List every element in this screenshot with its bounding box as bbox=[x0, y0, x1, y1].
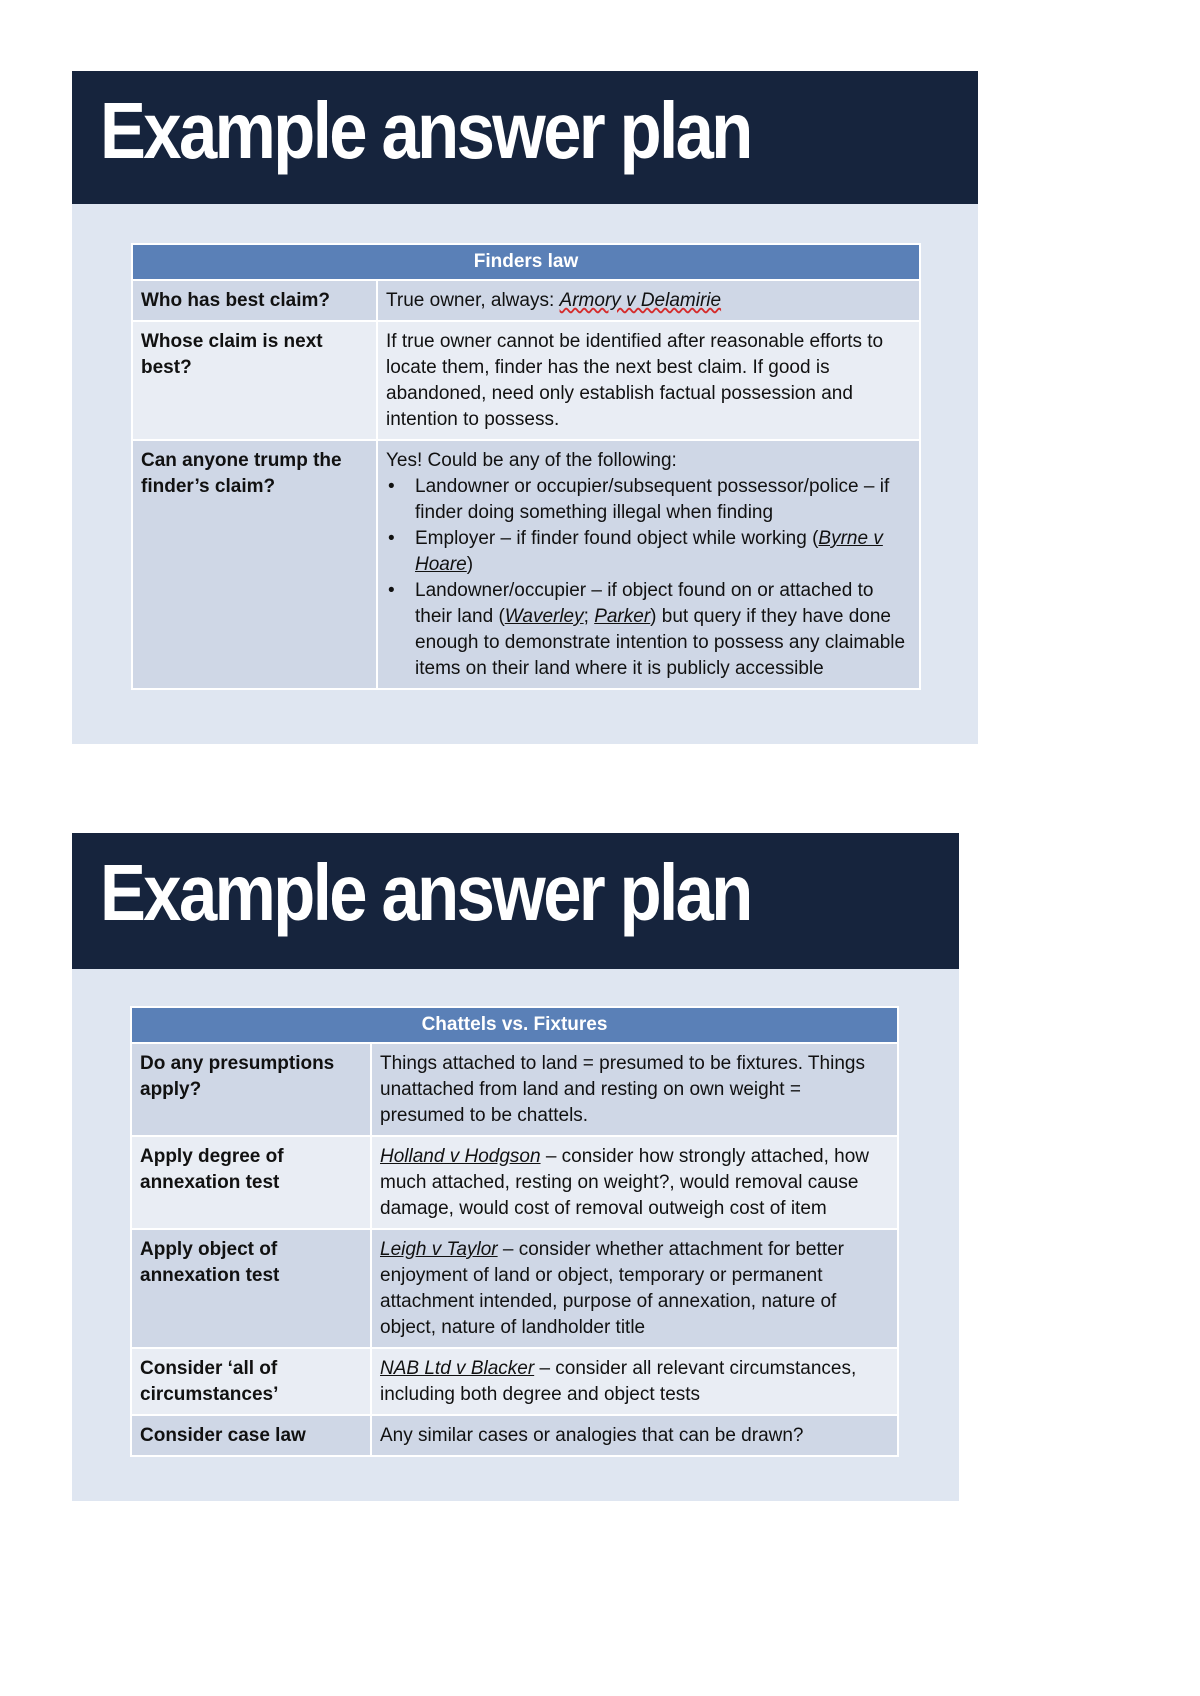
table-row bbox=[131, 1415, 898, 1456]
bullet-item bbox=[386, 578, 911, 682]
case-citation: Leigh v Taylor bbox=[380, 1239, 498, 1260]
table-row bbox=[131, 1043, 898, 1136]
table-header: Chattels vs. Fixtures bbox=[131, 1007, 898, 1043]
bullet-item bbox=[386, 526, 911, 578]
row-content: Things attached to land = presumed to be fixtures. Things unattached from land and resting on own weight = presumed to be chattels. bbox=[371, 1043, 898, 1136]
slide-finders-law bbox=[72, 71, 978, 744]
case-citation: Parker bbox=[594, 606, 651, 627]
row-content bbox=[371, 1229, 898, 1348]
bullet-list bbox=[386, 474, 911, 682]
row-text: – consider whether attachment for better enjoyment of land or object, temporary or permanent attachment intended, purpose of annexation, nature of object, nature of landholder title bbox=[380, 1239, 845, 1338]
finders-law-table bbox=[131, 243, 921, 690]
table-row bbox=[131, 1348, 898, 1415]
row-label: Consider ‘all of circumstances’ bbox=[131, 1348, 371, 1415]
table-header-row bbox=[131, 1007, 898, 1043]
row-content: Any similar cases or analogies that can be drawn? bbox=[371, 1415, 898, 1456]
title-bar bbox=[72, 833, 959, 969]
table-row bbox=[132, 280, 920, 321]
case-citation: Armory v Delamirie bbox=[559, 290, 722, 311]
row-text: – consider how strongly attached, how much attached, resting on weight?, would removal cause damage, would cost of removal outweigh cost of item bbox=[380, 1146, 870, 1219]
table-row bbox=[132, 440, 920, 689]
case-citation: Holland v Hodgson bbox=[380, 1146, 541, 1167]
row-intro: Yes! Could be any of the following: bbox=[386, 450, 677, 471]
row-label: Apply degree of annexation test bbox=[131, 1136, 371, 1229]
row-content: If true owner cannot be identified after reasonable efforts to locate them, finder has the next best claim. If good is abandoned, need only establish factual possession and intention to possess. bbox=[377, 321, 920, 440]
row-content bbox=[377, 280, 920, 321]
slide-title: Example answer plan bbox=[100, 86, 751, 175]
row-label: Can anyone trump the finder’s claim? bbox=[132, 440, 377, 689]
chattels-fixtures-table bbox=[130, 1006, 899, 1457]
table-row bbox=[131, 1229, 898, 1348]
bullet-text: ) bbox=[466, 554, 474, 575]
case-citation: Byrne v Hoare bbox=[415, 528, 883, 575]
table-row bbox=[131, 1136, 898, 1229]
title-bar bbox=[72, 71, 978, 204]
row-content bbox=[371, 1348, 898, 1415]
bullet-item bbox=[386, 474, 911, 526]
row-content bbox=[371, 1136, 898, 1229]
bullet-text: ) but query if they have done enough to demonstrate intention to possess any claimable items on their land where it is publicly accessible bbox=[415, 606, 906, 679]
row-label: Who has best claim? bbox=[132, 280, 377, 321]
row-label: Consider case law bbox=[131, 1415, 371, 1456]
bullet-separator: ; bbox=[583, 606, 595, 627]
row-label: Apply object of annexation test bbox=[131, 1229, 371, 1348]
row-text: True owner, always: bbox=[386, 290, 560, 311]
table-header: Finders law bbox=[132, 244, 920, 280]
bullet-text: Employer – if finder found object while working ( bbox=[415, 528, 819, 549]
slide-title: Example answer plan bbox=[100, 848, 751, 937]
case-citation: NAB Ltd v Blacker bbox=[380, 1358, 535, 1379]
row-label: Whose claim is next best? bbox=[132, 321, 377, 440]
bullet-text: Landowner or occupier/subsequent possessor/police – if finder doing something illegal when finding bbox=[415, 476, 890, 523]
table-row bbox=[132, 321, 920, 440]
row-content bbox=[377, 440, 920, 689]
row-text: – consider all relevant circumstances, including both degree and object tests bbox=[380, 1358, 857, 1405]
bullet-text: Landowner/occupier – if object found on or attached to their land ( bbox=[415, 580, 874, 627]
table-header-row bbox=[132, 244, 920, 280]
row-label: Do any presumptions apply? bbox=[131, 1043, 371, 1136]
case-citation: Waverley bbox=[504, 606, 584, 627]
slide-chattels-vs-fixtures bbox=[72, 833, 959, 1501]
